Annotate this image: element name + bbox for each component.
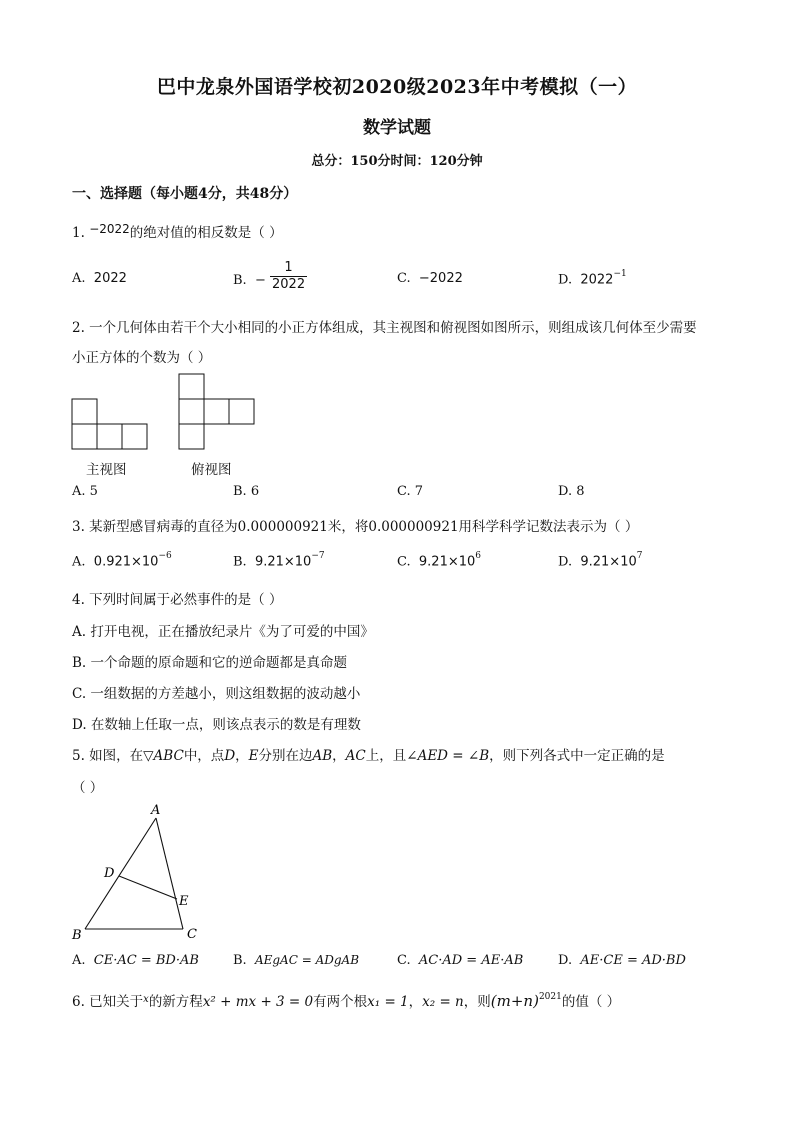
- vertex-label-a: A: [151, 803, 161, 818]
- math-point: E: [248, 748, 259, 764]
- option-a[interactable]: [72, 953, 199, 968]
- math-point: D: [224, 748, 236, 764]
- section-title: 一、选择题（每小题4分，共48分）: [72, 186, 298, 202]
- segment-de: [119, 876, 177, 899]
- math-equation: x² + mx + 3 = 0: [202, 994, 314, 1010]
- question-2-line-2: 小正方体的个数为（ ）: [72, 350, 212, 366]
- top-view: [179, 374, 254, 449]
- option-label: C.: [397, 271, 411, 286]
- option-label: D.: [558, 272, 573, 288]
- text-segment: 的新方程: [148, 994, 203, 1010]
- option-c[interactable]: [397, 271, 463, 286]
- option-d[interactable]: [558, 953, 686, 968]
- option-b[interactable]: B. 一个命题的原命题和它的逆命题都是真命题: [72, 655, 348, 671]
- question-number: 1.: [72, 225, 85, 241]
- option-label: A.: [72, 554, 86, 570]
- math-segment: AB: [312, 748, 333, 764]
- exponent: −6: [158, 551, 172, 561]
- option-value: 9.21×10: [580, 554, 637, 570]
- text-segment: ，: [408, 994, 423, 1010]
- option-label: D.: [558, 953, 573, 968]
- option-value: AE·CE = AD·BD: [580, 953, 686, 968]
- option-value: 0.921×10: [93, 554, 159, 570]
- text-segment: 有两个根: [313, 994, 368, 1010]
- option-value: 9.21×10: [254, 554, 312, 570]
- vertex-label-c: C: [187, 927, 197, 942]
- minus-sign: −: [254, 273, 266, 288]
- text-segment: ，: [235, 748, 249, 764]
- option-value: AC·AD = AE·AB: [418, 953, 524, 968]
- option-d[interactable]: D. 8: [558, 484, 585, 499]
- option-c[interactable]: C. 一组数据的方差越小，则这组数据的波动越小: [72, 686, 361, 702]
- option-b[interactable]: [233, 260, 307, 293]
- text-segment: 5. 如图，在: [72, 748, 144, 764]
- text-segment: 中，点: [183, 748, 225, 764]
- exponent: −1: [613, 269, 627, 279]
- option-a[interactable]: [72, 271, 127, 286]
- option-value: 2022: [580, 272, 614, 288]
- option-value: 2022: [93, 271, 127, 286]
- question-5-line-2: （ ）: [72, 780, 104, 796]
- math-value: −2022: [89, 222, 130, 236]
- option-label: B.: [233, 273, 247, 288]
- question-3: 3. 某新型感冒病毒的直径为0.000000921米，将0.000000921用科学科学记数法表示为（ ）: [72, 519, 639, 535]
- caption-top-view: 俯视图: [191, 462, 232, 478]
- option-value: −2022: [418, 271, 463, 286]
- exponent: 2021: [538, 991, 562, 1002]
- option-label: B.: [233, 554, 247, 570]
- math-expression: (m+n): [490, 992, 539, 1010]
- caption-front-view: 主视图: [86, 462, 127, 478]
- vertex-label-b: B: [72, 928, 82, 942]
- option-value: CE·AC = BD·AB: [93, 953, 199, 968]
- option-label: B.: [233, 953, 247, 968]
- question-text: 的绝对值的相反数是（ ）: [129, 225, 283, 241]
- question-1: [72, 221, 283, 241]
- point-label-d: D: [104, 866, 115, 881]
- option-a[interactable]: [72, 553, 172, 569]
- option-c[interactable]: [397, 553, 481, 569]
- option-label: A.: [72, 953, 86, 968]
- exponent: 6: [475, 551, 482, 561]
- option-d[interactable]: [558, 271, 627, 287]
- option-d[interactable]: D. 在数轴上任取一点，则该点表示的数是有理数: [72, 717, 361, 733]
- option-value: AEgAC = ADgAB: [254, 953, 360, 967]
- text-segment: 分别在边: [258, 748, 313, 764]
- option-value: 9.21×10: [418, 554, 476, 570]
- math-root-1: x₁ = 1: [367, 994, 409, 1010]
- text-segment: ，则下列各式中一定正确的是: [489, 748, 665, 764]
- math-root-2: x₂ = n: [422, 994, 464, 1010]
- option-a[interactable]: A. 打开电视，正在播放纪录片《为了可爱的中国》: [72, 624, 374, 640]
- option-b[interactable]: [233, 553, 325, 569]
- fraction-denominator: 2022: [272, 277, 306, 292]
- option-label: C.: [397, 953, 411, 968]
- math-segment: AC: [345, 748, 366, 764]
- math-variable: x: [143, 994, 149, 1005]
- option-d[interactable]: [558, 553, 642, 569]
- page-subtitle: 数学试题: [363, 118, 431, 138]
- option-b[interactable]: [233, 953, 359, 968]
- front-view: [72, 399, 147, 449]
- option-b[interactable]: B. 6: [233, 484, 260, 499]
- option-label: C.: [397, 554, 411, 570]
- exponent: −7: [311, 551, 325, 561]
- question-4: 4. 下列时间属于必然事件的是（ ）: [72, 592, 283, 608]
- question-2-line-1: 2. 一个几何体由若干个大小相同的小正方体组成，其主视图和俯视图如图所示，则组成该几何体至少需要: [72, 320, 697, 336]
- fraction: [270, 260, 307, 293]
- math-condition: ∠AED = ∠B: [406, 748, 490, 764]
- text-segment: 的值（ ）: [561, 994, 621, 1010]
- question-6: [72, 990, 620, 1010]
- exam-meta: 总分：150分时间：120分钟: [311, 154, 483, 169]
- option-label: A.: [72, 271, 86, 286]
- text-segment: 6. 已知关于: [72, 994, 144, 1010]
- option-c[interactable]: C. 7: [397, 484, 424, 499]
- triangle-figure: [68, 800, 208, 942]
- exponent: 7: [636, 551, 643, 561]
- page-title: 巴中龙泉外国语学校初2020级2023年中考模拟（一）: [156, 76, 638, 98]
- fraction-numerator: 1: [270, 260, 307, 277]
- point-label-e: E: [179, 894, 189, 909]
- option-label: D.: [558, 554, 573, 570]
- option-c[interactable]: [397, 953, 523, 968]
- side-ac: [156, 818, 183, 929]
- question-5: [72, 744, 665, 764]
- option-a[interactable]: A. 5: [72, 484, 98, 499]
- text-segment: ，则: [463, 994, 491, 1010]
- text-segment: ，: [332, 748, 346, 764]
- math-triangle: ▽ABC: [143, 748, 184, 764]
- text-segment: 上，且: [365, 748, 407, 764]
- side-ab: [85, 818, 156, 929]
- views-figure: [70, 372, 270, 454]
